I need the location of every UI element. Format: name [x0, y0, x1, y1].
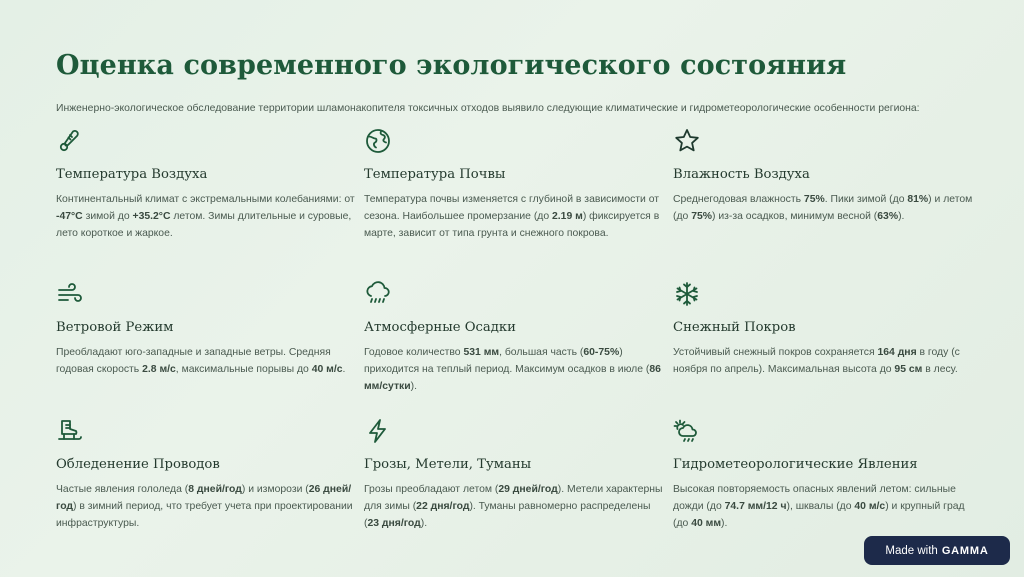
card-text: Континентальный климат с экстремальными колебаниями: от -47°C зимой до +35.2°C летом. Зимы длительные и суровые, лето короткое и жаркое. [56, 194, 355, 239]
star-icon [673, 127, 701, 155]
card-precipitation [364, 280, 664, 395]
card-wind [56, 280, 356, 378]
ice-skate-icon [56, 417, 84, 445]
badge-prefix: Made with [885, 544, 938, 557]
card-title: Температура Воздуха [56, 167, 208, 182]
cloud-sun-rain-icon [673, 417, 701, 445]
card-wire-icing [56, 417, 356, 532]
card-title: Атмосферные Осадки [364, 320, 516, 335]
card-hydromet [673, 417, 973, 532]
card-soil-temperature [364, 127, 664, 242]
card-text: Годовое количество 531 мм, большая часть (60-75%) приходится на теплый период. Максимум осадков в июле (86 мм/сутки). [364, 347, 661, 392]
card-text: Среднегодовая влажность 75%. Пики зимой (до 81%) и летом (до 75%) из-за осадков, минимум весной (63%). [673, 194, 973, 222]
card-text: Частые явления гололеда (8 дней/год) и изморози (26 дней/год) в зимний период, что требует учета при проектировании инфраструктуры. [56, 484, 353, 529]
cloud-rain-icon [364, 280, 392, 308]
wind-icon [56, 280, 84, 308]
intro-text: Инженерно-экологическое обследование территории шламонакопителя токсичных отходов выявило следующие климатические и гидрометеорологические особенности региона: [56, 103, 920, 114]
gamma-logo: GAMMA [941, 544, 989, 557]
thermometer-icon [56, 127, 84, 155]
card-title: Влажность Воздуха [673, 167, 810, 182]
card-snow-cover [673, 280, 973, 378]
card-title: Ветровой Режим [56, 320, 174, 335]
lightning-icon [364, 417, 392, 445]
made-with-gamma-badge[interactable] [864, 536, 1010, 565]
card-air-temperature [56, 127, 356, 242]
card-text: Грозы преобладают летом (29 дней/год). Метели характерны для зимы (22 дня/год). Туманы равномерно распределены (23 дня/год). [364, 484, 663, 529]
card-text: Высокая повторяемость опасных явлений летом: сильные дожди (до 74.7 мм/12 ч), шквалы (до 40 м/с) и крупный град (до 40 мм). [673, 484, 965, 529]
card-title: Снежный Покров [673, 320, 796, 335]
card-title: Гидрометеорологические Явления [673, 457, 918, 472]
card-title: Обледенение Проводов [56, 457, 220, 472]
card-title: Грозы, Метели, Туманы [364, 457, 532, 472]
card-text: Преобладают юго-западные и западные ветры. Средняя годовая скорость 2.8 м/с, максимальные порывы до 40 м/с. [56, 347, 346, 375]
snowflake-icon [673, 280, 701, 308]
globe-icon [364, 127, 392, 155]
page-title: Оценка современного экологического состояния [56, 50, 847, 81]
card-text: Температура почвы изменяется с глубиной в зависимости от сезона. Наибольшее промерзание (до 2.19 м) фиксируется в марте, зависит от типа грунта и снежного покрова. [364, 194, 660, 239]
card-storms [364, 417, 664, 532]
card-air-humidity [673, 127, 973, 225]
card-text: Устойчивый снежный покров сохраняется 164 дня в году (с ноября по апрель). Максимальная высота до 95 см в лесу. [673, 347, 960, 375]
card-title: Температура Почвы [364, 167, 506, 182]
